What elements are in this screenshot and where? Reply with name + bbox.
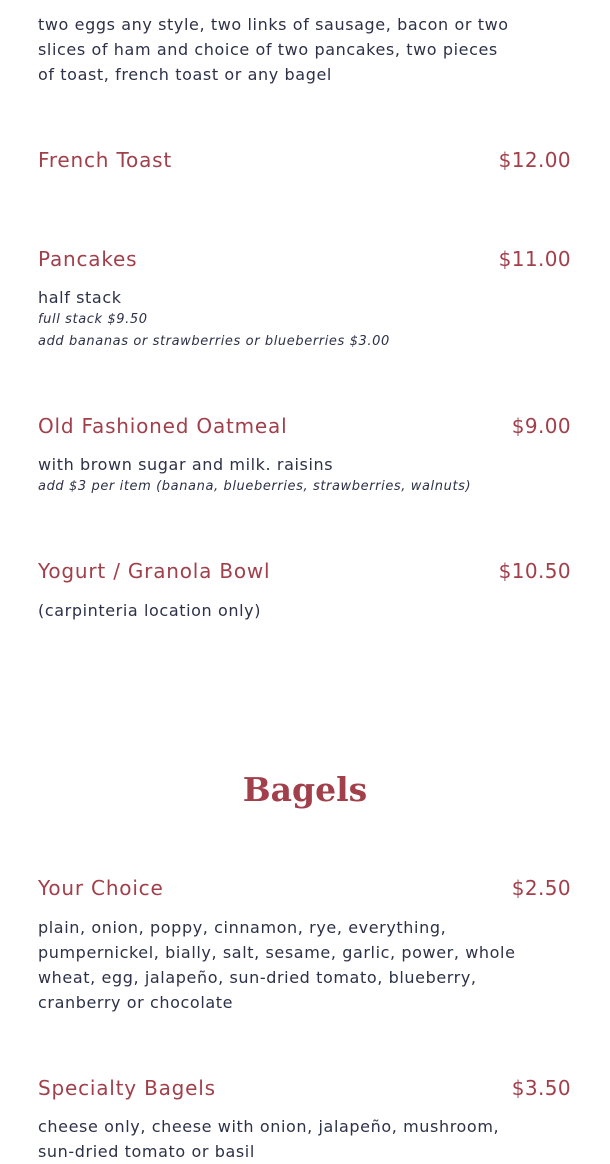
item-name: Yogurt / Granola Bowl: [38, 559, 271, 583]
item-note: add bananas or strawberries or blueberries $3.00: [38, 334, 390, 349]
item-price: $11.00: [498, 247, 571, 271]
item-name: Specialty Bagels: [38, 1076, 216, 1100]
item-description: with brown sugar and milk. raisins: [38, 455, 334, 474]
combo-description: two eggs any style, two links of sausage, bacon or two slices of ham and choice of two pancakes, two pieces of toast, french toast or any bagel: [38, 15, 509, 84]
item-description: plain, onion, poppy, cinnamon, rye, everything, pumpernickel, bially, salt, sesame, garlic, power, whole wheat, egg, jalapeño, sun-dried tomato, blueberry, cranberry or chocolate: [38, 918, 516, 1012]
item-price: $9.00: [511, 414, 571, 438]
item-description: cheese only, cheese with onion, jalapeño, mushroom, sun-dried tomato or basil: [38, 1117, 500, 1161]
item-name: Old Fashioned Oatmeal: [38, 414, 288, 438]
item-note: add $3 per item (banana, blueberries, strawberries, walnuts): [38, 479, 472, 494]
item-description: (carpinteria location only): [38, 601, 262, 620]
item-note: full stack $9.50: [38, 312, 148, 327]
item-price: $10.50: [498, 559, 571, 583]
item-name: Your Choice: [38, 876, 164, 900]
item-price: $12.00: [498, 148, 571, 172]
item-name: Pancakes: [38, 247, 138, 271]
section-title-bagels: Bagels: [242, 770, 368, 809]
item-price: $3.50: [511, 1076, 571, 1100]
item-name: French Toast: [38, 148, 173, 172]
item-price: $2.50: [511, 876, 571, 900]
item-description: half stack: [38, 288, 122, 307]
